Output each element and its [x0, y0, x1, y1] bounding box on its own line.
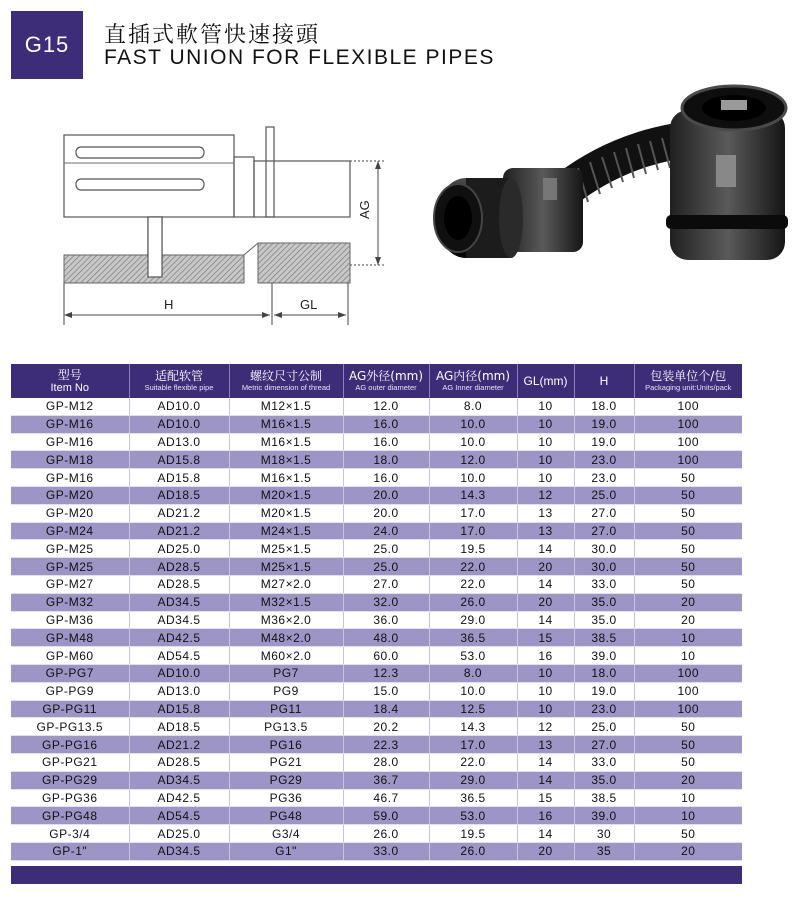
table-cell: AD28.5	[129, 558, 229, 576]
table-cell: M25×1.5	[229, 540, 343, 558]
table-cell: 32.0	[343, 593, 429, 611]
table-cell: PG13.5	[229, 718, 343, 736]
table-cell: 14	[517, 540, 574, 558]
table-cell: 36.5	[429, 629, 517, 647]
table-row	[11, 558, 742, 576]
header-ag-outer: AG外径(mm) AG outer diameter	[343, 364, 429, 398]
table-cell: 50	[634, 558, 742, 576]
table-cell: 100	[634, 398, 742, 415]
table-cell: 10	[517, 664, 574, 682]
table-cell: AD18.5	[129, 486, 229, 504]
table-cell: 26.0	[343, 825, 429, 843]
table-cell: AD13.0	[129, 433, 229, 451]
table-cell: GP-M32	[11, 593, 129, 611]
table-cell: 39.0	[574, 807, 634, 825]
table-cell: 12.0	[343, 398, 429, 415]
table-cell: GP-3/4	[11, 825, 129, 843]
table-cell: 25.0	[343, 558, 429, 576]
table-row	[11, 451, 742, 469]
table-cell: GP-M16	[11, 433, 129, 451]
table-cell: M27×2.0	[229, 575, 343, 593]
table-cell: 20	[517, 558, 574, 576]
header-ag-inner: AG内径(mm) AG Inner diameter	[429, 364, 517, 398]
table-cell: 100	[634, 433, 742, 451]
table-cell: 100	[634, 664, 742, 682]
table-cell: 30.0	[574, 540, 634, 558]
page-title-en: FAST UNION FOR FLEXIBLE PIPES	[104, 46, 495, 69]
table-cell: 12.3	[343, 664, 429, 682]
table-cell: 22.0	[429, 753, 517, 771]
table-cell: AD15.8	[129, 469, 229, 487]
table-cell: 35.0	[574, 771, 634, 789]
table-cell: 17.0	[429, 522, 517, 540]
table-cell: 14.3	[429, 486, 517, 504]
table-cell: 27.0	[574, 522, 634, 540]
table-cell: 22.3	[343, 736, 429, 754]
table-cell: GP-PG16	[11, 736, 129, 754]
table-cell: 50	[634, 522, 742, 540]
table-cell: 29.0	[429, 611, 517, 629]
table-cell: 53.0	[429, 807, 517, 825]
table-cell: 25.0	[574, 486, 634, 504]
table-cell: M12×1.5	[229, 398, 343, 415]
table-cell: M24×1.5	[229, 522, 343, 540]
table-row	[11, 629, 742, 647]
table-cell: AD10.0	[129, 415, 229, 433]
table-cell: 100	[634, 700, 742, 718]
table-cell: GP-M36	[11, 611, 129, 629]
table-cell: 29.0	[429, 771, 517, 789]
table-cell: 35	[574, 842, 634, 860]
table-cell: GP-M20	[11, 486, 129, 504]
table-cell: PG7	[229, 664, 343, 682]
table-row	[11, 575, 742, 593]
table-cell: 50	[634, 575, 742, 593]
gl-label: GL	[300, 297, 318, 312]
table-cell: GP-PG36	[11, 789, 129, 807]
table-row	[11, 469, 742, 487]
table-cell: AD34.5	[129, 593, 229, 611]
table-cell: 23.0	[574, 469, 634, 487]
table-cell: 14	[517, 575, 574, 593]
table-cell: M16×1.5	[229, 469, 343, 487]
table-cell: 10	[634, 629, 742, 647]
table-cell: 26.0	[429, 593, 517, 611]
table-cell: 20.2	[343, 718, 429, 736]
table-cell: GP-M20	[11, 504, 129, 522]
table-cell: M25×1.5	[229, 558, 343, 576]
table-cell: 22.0	[429, 558, 517, 576]
table-cell: AD15.8	[129, 700, 229, 718]
table-cell: 46.7	[343, 789, 429, 807]
table-cell: GP-M18	[11, 451, 129, 469]
table-row	[11, 433, 742, 451]
table-cell: 60.0	[343, 647, 429, 665]
table-cell: 19.0	[574, 433, 634, 451]
table-cell: 20.0	[343, 486, 429, 504]
table-cell: 13	[517, 736, 574, 754]
table-cell: AD34.5	[129, 611, 229, 629]
table-cell: 33.0	[574, 753, 634, 771]
table-cell: 8.0	[429, 664, 517, 682]
table-cell: 18.0	[574, 398, 634, 415]
table-cell: 20.0	[343, 504, 429, 522]
technical-drawing	[40, 125, 390, 340]
table-cell: 100	[634, 682, 742, 700]
table-cell: 30	[574, 825, 634, 843]
table-cell: PG11	[229, 700, 343, 718]
table-cell: PG21	[229, 753, 343, 771]
table-cell: GP-PG21	[11, 753, 129, 771]
page-title-cn: 直插式軟管快速接頭	[104, 23, 321, 48]
table-cell: 10	[517, 700, 574, 718]
table-cell: 53.0	[429, 647, 517, 665]
table-row	[11, 771, 742, 789]
table-cell: 27.0	[574, 504, 634, 522]
table-cell: M20×1.5	[229, 504, 343, 522]
table-cell: 8.0	[429, 398, 517, 415]
table-row	[11, 682, 742, 700]
table-cell: GP-1"	[11, 842, 129, 860]
table-cell: 18.0	[343, 451, 429, 469]
table-cell: 38.5	[574, 789, 634, 807]
table-cell: 13	[517, 504, 574, 522]
table-cell: 28.0	[343, 753, 429, 771]
table-cell: 20	[634, 771, 742, 789]
table-cell: 10	[634, 647, 742, 665]
table-cell: AD28.5	[129, 753, 229, 771]
table-cell: PG16	[229, 736, 343, 754]
table-cell: GP-M16	[11, 415, 129, 433]
table-cell: GP-M16	[11, 469, 129, 487]
table-cell: 50	[634, 753, 742, 771]
table-cell: GP-PG11	[11, 700, 129, 718]
header-item-no: 型号 Item No	[11, 364, 129, 398]
table-cell: 19.0	[574, 682, 634, 700]
table-cell: 20	[517, 593, 574, 611]
table-cell: 14	[517, 611, 574, 629]
table-row	[11, 415, 742, 433]
table-cell: 36.7	[343, 771, 429, 789]
table-cell: 20	[634, 842, 742, 860]
table-cell: 48.0	[343, 629, 429, 647]
table-row	[11, 700, 742, 718]
table-cell: 12.5	[429, 700, 517, 718]
table-cell: GP-M27	[11, 575, 129, 593]
table-cell: 12.0	[429, 451, 517, 469]
table-cell: 10	[634, 789, 742, 807]
table-cell: M60×2.0	[229, 647, 343, 665]
ag-label: AG	[357, 200, 372, 219]
table-cell: M20×1.5	[229, 486, 343, 504]
table-cell: GP-PG13.5	[11, 718, 129, 736]
table-cell: 10.0	[429, 469, 517, 487]
header-packaging: 包装单位个/包 Packaging unit:Units/pack	[634, 364, 742, 398]
table-cell: GP-M25	[11, 558, 129, 576]
table-cell: AD25.0	[129, 825, 229, 843]
table-cell: G3/4	[229, 825, 343, 843]
table-row	[11, 825, 742, 843]
table-cell: 20	[634, 593, 742, 611]
header-h: H	[574, 364, 634, 398]
table-cell: GP-PG7	[11, 664, 129, 682]
table-cell: 10	[634, 807, 742, 825]
table-cell: 50	[634, 486, 742, 504]
table-cell: 10.0	[429, 682, 517, 700]
table-cell: 16.0	[343, 469, 429, 487]
table-cell: AD21.2	[129, 522, 229, 540]
table-cell: 19.5	[429, 540, 517, 558]
table-cell: 23.0	[574, 700, 634, 718]
table-cell: 16.0	[343, 415, 429, 433]
table-cell: AD10.0	[129, 664, 229, 682]
table-cell: G1"	[229, 842, 343, 860]
table-cell: GP-PG29	[11, 771, 129, 789]
table-cell: 10.0	[429, 415, 517, 433]
table-row	[11, 398, 742, 415]
table-cell: 14.3	[429, 718, 517, 736]
table-header-row	[11, 364, 742, 398]
table-row	[11, 504, 742, 522]
table-cell: 14	[517, 825, 574, 843]
table-cell: PG9	[229, 682, 343, 700]
table-cell: 17.0	[429, 736, 517, 754]
table-cell: 10	[517, 451, 574, 469]
table-cell: PG36	[229, 789, 343, 807]
table-cell: 12	[517, 718, 574, 736]
table-row	[11, 664, 742, 682]
table-cell: 10.0	[429, 433, 517, 451]
table-cell: 14	[517, 771, 574, 789]
table-cell: 50	[634, 718, 742, 736]
table-cell: 14	[517, 753, 574, 771]
table-cell: 16.0	[343, 433, 429, 451]
header-suitable-pipe: 适配软管 Suitable flexible pipe	[129, 364, 229, 398]
table-cell: 12	[517, 486, 574, 504]
table-cell: GP-M60	[11, 647, 129, 665]
table-cell: AD34.5	[129, 842, 229, 860]
table-cell: 20	[517, 842, 574, 860]
table-cell: 33.0	[574, 575, 634, 593]
table-cell: 20	[634, 611, 742, 629]
table-cell: AD42.5	[129, 629, 229, 647]
table-row	[11, 736, 742, 754]
table-cell: 100	[634, 415, 742, 433]
table-cell: 25.0	[343, 540, 429, 558]
table-cell: 26.0	[429, 842, 517, 860]
table-cell: 59.0	[343, 807, 429, 825]
table-row	[11, 753, 742, 771]
table-cell: M18×1.5	[229, 451, 343, 469]
table-cell: M36×2.0	[229, 611, 343, 629]
table-cell: 19.5	[429, 825, 517, 843]
table-cell: AD42.5	[129, 789, 229, 807]
table-cell: 50	[634, 540, 742, 558]
table-cell: AD28.5	[129, 575, 229, 593]
footer-bar	[11, 866, 742, 884]
table-cell: 38.5	[574, 629, 634, 647]
table-row	[11, 789, 742, 807]
table-row	[11, 593, 742, 611]
table-cell: GP-M12	[11, 398, 129, 415]
header-gl: GL(mm)	[517, 364, 574, 398]
table-cell: M16×1.5	[229, 433, 343, 451]
table-cell: M32×1.5	[229, 593, 343, 611]
table-row	[11, 486, 742, 504]
table-cell: 36.5	[429, 789, 517, 807]
table-cell: 15	[517, 629, 574, 647]
table-cell: 50	[634, 469, 742, 487]
h-label: H	[164, 297, 174, 312]
table-cell: 18.0	[574, 664, 634, 682]
table-cell: 16	[517, 807, 574, 825]
product-spec-table	[11, 364, 742, 861]
table-cell: 100	[634, 451, 742, 469]
table-cell: 10	[517, 469, 574, 487]
table-cell: AD13.0	[129, 682, 229, 700]
table-cell: AD25.0	[129, 540, 229, 558]
table-cell: 13	[517, 522, 574, 540]
table-cell: 17.0	[429, 504, 517, 522]
table-cell: 24.0	[343, 522, 429, 540]
table-row	[11, 647, 742, 665]
table-cell: 10	[517, 433, 574, 451]
table-body	[11, 398, 742, 860]
table-row	[11, 540, 742, 558]
product-code-badge	[11, 11, 83, 79]
table-row	[11, 718, 742, 736]
table-cell: 50	[634, 504, 742, 522]
table-cell: AD10.0	[129, 398, 229, 415]
table-cell: 18.4	[343, 700, 429, 718]
table-cell: AD21.2	[129, 504, 229, 522]
table-row	[11, 842, 742, 860]
table-cell: 19.0	[574, 415, 634, 433]
table-row	[11, 807, 742, 825]
table-cell: 15.0	[343, 682, 429, 700]
table-cell: 22.0	[429, 575, 517, 593]
table-cell: GP-M48	[11, 629, 129, 647]
product-code: G15	[24, 32, 70, 57]
table-cell: GP-PG9	[11, 682, 129, 700]
table-cell: AD34.5	[129, 771, 229, 789]
table-cell: 50	[634, 736, 742, 754]
table-cell: 50	[634, 825, 742, 843]
table-cell: AD18.5	[129, 718, 229, 736]
table-cell: 35.0	[574, 593, 634, 611]
table-cell: GP-M24	[11, 522, 129, 540]
table-cell: 10	[517, 682, 574, 700]
table-cell: GP-M25	[11, 540, 129, 558]
table-cell: 25.0	[574, 718, 634, 736]
table-cell: 10	[517, 398, 574, 415]
table-cell: 27.0	[574, 736, 634, 754]
table-cell: 23.0	[574, 451, 634, 469]
table-cell: 30.0	[574, 558, 634, 576]
product-photo	[418, 80, 790, 295]
table-cell: M16×1.5	[229, 415, 343, 433]
table-cell: 15	[517, 789, 574, 807]
table-cell: GP-PG48	[11, 807, 129, 825]
table-cell: 16	[517, 647, 574, 665]
table-cell: 27.0	[343, 575, 429, 593]
table-row	[11, 522, 742, 540]
table-cell: 36.0	[343, 611, 429, 629]
table-cell: AD21.2	[129, 736, 229, 754]
table-cell: PG48	[229, 807, 343, 825]
table-cell: 10	[517, 415, 574, 433]
header-thread: 螺纹尺寸公制 Metric dimension of thread	[229, 364, 343, 398]
table-cell: AD54.5	[129, 647, 229, 665]
table-row	[11, 611, 742, 629]
table-cell: M48×2.0	[229, 629, 343, 647]
table-cell: 39.0	[574, 647, 634, 665]
table-cell: AD15.8	[129, 451, 229, 469]
table-cell: 33.0	[343, 842, 429, 860]
table-cell: AD54.5	[129, 807, 229, 825]
table-cell: 35.0	[574, 611, 634, 629]
table-cell: PG29	[229, 771, 343, 789]
